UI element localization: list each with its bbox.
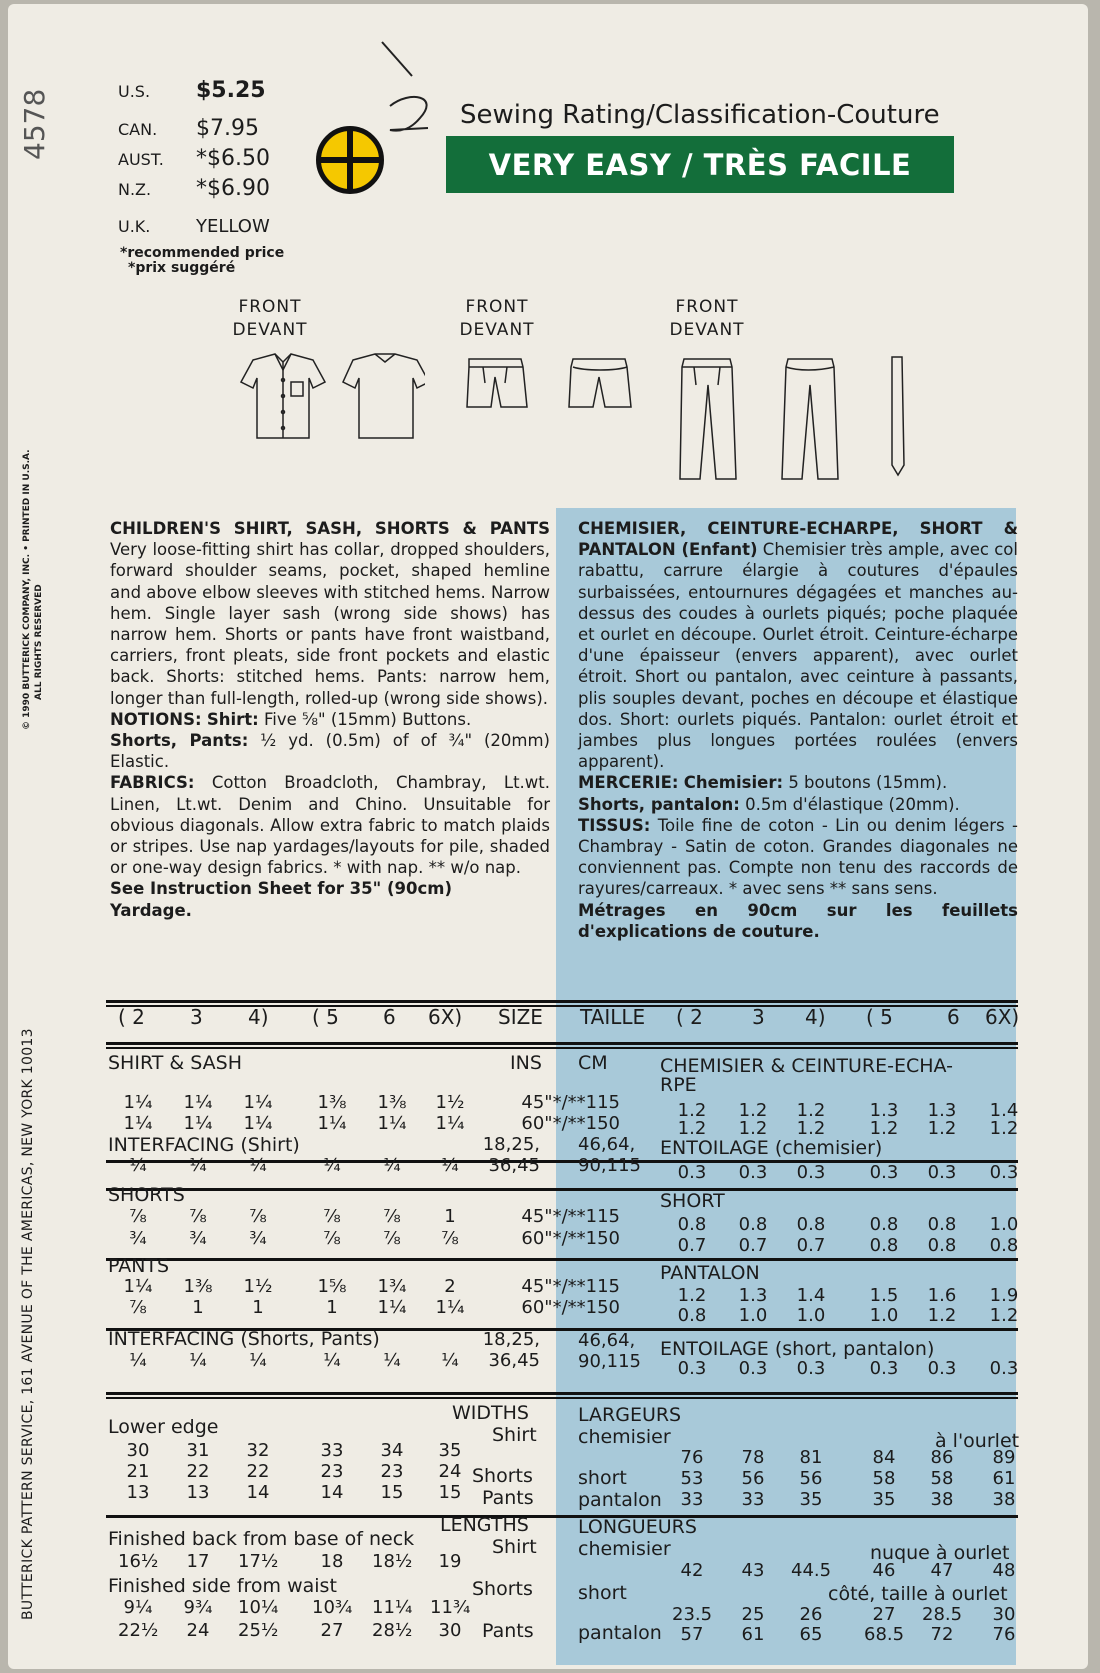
width-pants-ins: 14 xyxy=(246,1482,270,1503)
longueurs-short: short xyxy=(578,1582,627,1604)
shorts-row-width: 45"*/**115 xyxy=(521,1206,620,1227)
width-shorts-cm: 56 xyxy=(799,1468,823,1489)
description-english xyxy=(110,518,550,921)
pants-row-m: 0.8 xyxy=(677,1305,707,1326)
interfacing-shirt-row-ins: ¼ xyxy=(383,1155,401,1176)
interfacing-shirt-label: INTERFACING (Shirt) xyxy=(108,1134,300,1156)
pants-row-ins: 1¼ xyxy=(435,1297,465,1318)
lower-edge-label: Lower edge xyxy=(108,1416,219,1438)
length-pants-cm: 68.5 xyxy=(864,1624,905,1645)
length-shorts-cm: 30 xyxy=(992,1604,1016,1625)
interfacing-width-ins: 18,25, xyxy=(482,1329,540,1350)
size-col: 4) xyxy=(248,1005,269,1029)
shorts-sketches xyxy=(465,355,635,415)
pants-row-ins: 1¼ xyxy=(123,1276,153,1297)
length-shorts-ins: 9¼ xyxy=(123,1597,153,1618)
pants-row-m: 1.2 xyxy=(989,1305,1019,1326)
price-value: $7.95 xyxy=(196,116,259,141)
size-col: ( 5 xyxy=(312,1005,339,1029)
interfacing-shirt-row-ins: ¼ xyxy=(441,1155,459,1176)
width-shorts-ins: 22 xyxy=(186,1461,210,1482)
view-label: FRONT DEVANT xyxy=(669,297,745,340)
shorts-row-ins: ¾ xyxy=(129,1228,147,1249)
fabrics-text: Cotton Broadcloth, Chambray, Lt.wt. Linen, Lt.wt. Denim and Chino. Unsuitable for obvious diagonals. Allow extra fabric to match plaids or stripes. Use nap yardages/layouts for pile, shaded or one-way design fabrics. * with nap. ** w/o nap. xyxy=(110,773,550,878)
size-col: 6 xyxy=(383,1005,396,1029)
width-shirt-ins: 33 xyxy=(320,1440,344,1461)
length-shirt-ins: 18½ xyxy=(372,1551,413,1572)
shorts-row-ins: ⅞ xyxy=(383,1206,401,1227)
interfacing-shirt-row-ins: ¼ xyxy=(189,1155,207,1176)
see-instructions: See Instruction Sheet for 35" (90cm) xyxy=(110,879,452,899)
width-pants-cm: 35 xyxy=(872,1489,896,1510)
shirt-row-m: 1.2 xyxy=(989,1118,1019,1139)
longueurs-label: LONGUEURS xyxy=(578,1516,697,1538)
width-pants-ins: 15 xyxy=(380,1482,404,1503)
length-shorts-ins: 10¼ xyxy=(238,1597,279,1618)
pants-row-ins: 1 xyxy=(326,1297,338,1318)
pants-row-ins: 1¼ xyxy=(377,1297,407,1318)
pants-row-ins: 2 xyxy=(444,1276,456,1297)
widths-shirt-label: Shirt xyxy=(492,1424,537,1446)
shorts-row-ins: ⅞ xyxy=(189,1206,207,1227)
length-shorts-ins: 11¼ xyxy=(372,1597,413,1618)
pants-and-sash-sketches xyxy=(678,355,928,485)
width-pants-ins: 15 xyxy=(438,1482,462,1503)
shirt-sash-fr-label-2: RPE xyxy=(660,1074,697,1096)
widths-shorts-label: Shorts xyxy=(472,1465,533,1487)
publisher-address: BUTTERICK PATTERN SERVICE, 161 AVENUE OF THE AMERICAS, NEW YORK 10013 xyxy=(20,1028,36,1620)
view-label: FRONT DEVANT xyxy=(232,297,308,340)
longueurs-chemisier: chemisier xyxy=(578,1538,671,1560)
shorts-row-m: 0.7 xyxy=(738,1235,768,1256)
width-pants-cm: 33 xyxy=(741,1489,765,1510)
mercerie-shirt-label: Chemisier: xyxy=(683,773,784,793)
nuque-a-ourlet: nuque à ourlet xyxy=(870,1542,1010,1564)
price-country: CAN. xyxy=(118,120,158,139)
shirt-row-m: 1.3 xyxy=(869,1100,899,1121)
view-label: FRONT DEVANT xyxy=(459,297,535,340)
notions-shirt: Five ⅝" (15mm) Buttons. xyxy=(263,709,472,729)
shirt-row-m: 1.2 xyxy=(738,1100,768,1121)
see-instructions-2: Yardage. xyxy=(110,900,192,920)
body-fr: Chemisier très ample, avec col rabattu, carrure élargie à coutures d'épaules surbaissées, entournures dégagées et manches au-dessus des coudes à ourlets piqués; poche plaquée et ourlet en découpe. Ourlet étroit. Ceinture-écharpe d'une épaisseur (envers apparent), avec ourlet étroit. Short ou pantalon, avec ceinture à passants, plis souples devant, poches en découpe et élastique dos. Short: ourlets piqués. Pantalon: ourlet étroit et jambes plus longues portées roulées (envers apparent). xyxy=(578,540,1018,772)
length-pants-ins: 27 xyxy=(320,1620,344,1641)
interfacing-pants-row-m: 0.3 xyxy=(869,1358,899,1379)
interfacing-shirt-row-m: 0.3 xyxy=(738,1162,768,1183)
title-fr: CHEMISIER, CEINTURE-ECHARPE, SHORT & PANTALON (Enfant) xyxy=(578,519,1018,560)
length-pants-ins: 22½ xyxy=(118,1620,159,1641)
taille-col: 3 xyxy=(752,1005,765,1029)
price-value: YELLOW xyxy=(196,216,270,237)
shirt-row-ins: 1¼ xyxy=(243,1113,273,1134)
interfacing-pants-row-m: 0.3 xyxy=(677,1358,707,1379)
width-shorts-ins: 24 xyxy=(438,1461,462,1482)
length-shirt-ins: 17½ xyxy=(238,1551,279,1572)
width-shirt-cm: 89 xyxy=(992,1447,1016,1468)
largeurs-short: short xyxy=(578,1467,627,1489)
shorts-row-m: 0.8 xyxy=(677,1214,707,1235)
shirt-row-ins: 1¼ xyxy=(243,1092,273,1113)
size-col: ( 2 xyxy=(118,1005,145,1029)
shorts-row-m: 0.8 xyxy=(989,1235,1019,1256)
recommended-fr: *prix suggéré xyxy=(128,260,236,276)
width-shirt-cm: 76 xyxy=(680,1447,704,1468)
size-col: 3 xyxy=(190,1005,203,1029)
shirt-sketches xyxy=(225,350,425,450)
shirt-row-m: 1.2 xyxy=(796,1100,826,1121)
interfacing-pants-row-m: 0.3 xyxy=(989,1358,1019,1379)
size-label: SIZE xyxy=(498,1005,543,1029)
shirt-row-m: 1.2 xyxy=(796,1118,826,1139)
shorts-row-ins: ⅞ xyxy=(129,1206,147,1227)
shirt-row-m: 1.2 xyxy=(738,1118,768,1139)
interfacing-pants-row-m: 0.3 xyxy=(796,1358,826,1379)
length-shorts-ins: 11¾ xyxy=(430,1597,471,1618)
shirt-row-m: 1.2 xyxy=(677,1118,707,1139)
short-fr-label: SHORT xyxy=(660,1190,725,1212)
width-shorts-cm: 56 xyxy=(741,1468,765,1489)
metrages-note: Métrages en 90cm sur les feuillets d'explications de couture. xyxy=(578,900,1018,941)
width-pants-cm: 33 xyxy=(680,1489,704,1510)
shirt-row-ins: 1¼ xyxy=(377,1113,407,1134)
interfacing-pants-row-m: 0.3 xyxy=(738,1358,768,1379)
length-shirt-ins: 16½ xyxy=(118,1551,159,1572)
interfacing-width-cm: 46,64, xyxy=(578,1134,636,1155)
interfacing-width-ins: 18,25, xyxy=(482,1134,540,1155)
width-shirt-cm: 86 xyxy=(930,1447,954,1468)
taille-col: 6X) xyxy=(985,1005,1020,1029)
shorts-row-ins: ¾ xyxy=(249,1228,267,1249)
length-shirt-cm: 42 xyxy=(680,1560,704,1581)
width-pants-ins: 13 xyxy=(126,1482,150,1503)
notions-shirt-label: Shirt: xyxy=(206,709,259,729)
interfacing-width-ins: 36,45 xyxy=(488,1350,540,1371)
length-shorts-cm: 26 xyxy=(799,1604,823,1625)
back-from-neck-label: Finished back from base of neck xyxy=(108,1528,415,1550)
length-shorts-cm: 25 xyxy=(741,1604,765,1625)
pants-row-m: 1.2 xyxy=(677,1285,707,1306)
shirt-row-m: 1.2 xyxy=(677,1100,707,1121)
mercerie-pants-label: Shorts, pantalon: xyxy=(578,794,740,814)
shirt-row-ins: 1⅜ xyxy=(377,1092,407,1113)
price-country: U.K. xyxy=(118,217,151,236)
mercerie-pants: 0.5m d'élastique (20mm). xyxy=(745,794,960,814)
width-shirt-ins: 34 xyxy=(380,1440,404,1461)
pants-row-m: 1.2 xyxy=(927,1305,957,1326)
fabrics-label: FABRICS: xyxy=(110,773,195,793)
length-pants-cm: 57 xyxy=(680,1624,704,1645)
price-country: N.Z. xyxy=(118,180,152,199)
width-pants-cm: 38 xyxy=(930,1489,954,1510)
notions-pants-label: Shorts, Pants: xyxy=(110,731,249,751)
length-pants-ins: 28½ xyxy=(372,1620,413,1641)
interfacing-shirt-row-ins: ¼ xyxy=(323,1155,341,1176)
recommended-price-note xyxy=(120,246,284,276)
rule xyxy=(106,1515,1018,1518)
shorts-row-ins: 1 xyxy=(444,1206,456,1227)
notions-label: NOTIONS: xyxy=(110,709,202,729)
shorts-row-m: 0.8 xyxy=(738,1214,768,1235)
largeurs-label: LARGEURS xyxy=(578,1404,682,1426)
taille-col: ( 2 xyxy=(676,1005,703,1029)
pants-row-ins: 1 xyxy=(192,1297,204,1318)
interfacing-shirt-row-m: 0.3 xyxy=(677,1162,707,1183)
cm-label: CM xyxy=(578,1052,608,1074)
length-shirt-cm: 43 xyxy=(741,1560,765,1581)
recommended-en: *recommended price xyxy=(120,245,285,261)
easy-rating-logo-icon xyxy=(316,126,384,194)
shirt-row-ins: 1¼ xyxy=(435,1113,465,1134)
pants-row-m: 1.0 xyxy=(869,1305,899,1326)
interfacing-pants-row-ins: ¼ xyxy=(323,1350,341,1371)
notions-pants: ½ yd. (0.5m) of of ¾" (20mm) Elastic. xyxy=(110,731,550,772)
pantalon-fr-label: PANTALON xyxy=(660,1262,760,1284)
pants-row-ins: 1⅝ xyxy=(317,1276,347,1297)
rule xyxy=(106,1000,1018,1003)
price-country: U.S. xyxy=(118,82,151,101)
pants-row-ins: 1¾ xyxy=(377,1276,407,1297)
shorts-row-ins: ¾ xyxy=(189,1228,207,1249)
width-shorts-ins: 23 xyxy=(320,1461,344,1482)
pants-row-m: 1.0 xyxy=(738,1305,768,1326)
price-value: $5.25 xyxy=(196,78,266,103)
body-en: Very loose-fitting shirt has collar, dropped shoulders, forward shoulder seams, pocket, shaped hemline and above elbow sleeves with stitched hems. Narrow hem. Single layer sash (wrong side shows) has narrow hem. Shorts or pants have front waistband, carriers, front pleats, side front pockets and elastic back. Shorts: stitched hems. Pants: narrow hem, longer than full-length, rolled-up (wrong side shows). xyxy=(110,540,550,708)
rule xyxy=(106,1188,1018,1191)
pants-row-m: 1.5 xyxy=(869,1285,899,1306)
width-shirt-cm: 81 xyxy=(799,1447,823,1468)
width-pants-ins: 13 xyxy=(186,1482,210,1503)
tissus-label: TISSUS: xyxy=(578,815,651,835)
taille-col: 4) xyxy=(805,1005,826,1029)
width-pants-cm: 38 xyxy=(992,1489,1016,1510)
width-shirt-cm: 78 xyxy=(741,1447,765,1468)
width-shorts-cm: 58 xyxy=(872,1468,896,1489)
length-pants-cm: 65 xyxy=(799,1624,823,1645)
lengths-pants-label: Pants xyxy=(482,1620,534,1642)
shirt-row-ins: 1¼ xyxy=(183,1092,213,1113)
width-shirt-ins: 32 xyxy=(246,1440,270,1461)
length-shirt-cm: 48 xyxy=(992,1560,1016,1581)
pants-row-m: 1.6 xyxy=(927,1285,957,1306)
very-easy-banner: VERY EASY / TRÈS FACILE xyxy=(446,136,954,193)
length-pants-cm: 76 xyxy=(992,1624,1016,1645)
width-shirt-ins: 30 xyxy=(126,1440,150,1461)
shirt-row-ins: 1¼ xyxy=(317,1113,347,1134)
price-value: *$6.50 xyxy=(196,146,270,171)
shorts-row-m: 1.0 xyxy=(989,1214,1019,1235)
interfacing-shirt-row-m: 0.3 xyxy=(927,1162,957,1183)
shirt-row-ins: 1⅜ xyxy=(317,1092,347,1113)
interfacing-pants-row-ins: ¼ xyxy=(189,1350,207,1371)
largeurs-chemisier: chemisier xyxy=(578,1426,671,1448)
interfacing-shirt-row-ins: ¼ xyxy=(129,1155,147,1176)
shirt-row-width: 45"*/**115 xyxy=(521,1092,620,1113)
entoilage-label: ENTOILAGE (chemisier) xyxy=(660,1137,883,1159)
side-from-waist-label: Finished side from waist xyxy=(108,1575,337,1597)
longueurs-pantalon: pantalon xyxy=(578,1622,662,1644)
lengths-shorts-label: Shorts xyxy=(472,1578,533,1600)
shirt-row-width: 60"*/**150 xyxy=(521,1113,620,1134)
length-shorts-cm: 28.5 xyxy=(922,1604,963,1625)
pattern-number: 4578 xyxy=(18,88,51,160)
length-shirt-cm: 44.5 xyxy=(791,1560,832,1581)
copyright-line: © 1990 BUTTERICK COMPANY, INC. • PRINTED IN U.S.A. xyxy=(22,449,32,730)
taille-label: TAILLE xyxy=(580,1005,646,1029)
length-shirt-ins: 18 xyxy=(320,1551,344,1572)
length-shorts-ins: 10¾ xyxy=(312,1597,353,1618)
interfacing-pants-label: INTERFACING (Shorts, Pants) xyxy=(108,1328,380,1350)
width-shorts-ins: 22 xyxy=(246,1461,270,1482)
rule xyxy=(106,1258,1018,1261)
interfacing-width-cm: 46,64, xyxy=(578,1330,636,1351)
taille-col: ( 5 xyxy=(866,1005,893,1029)
a-l-ourlet: à l'ourlet xyxy=(935,1430,1020,1452)
pants-row-m: 1.9 xyxy=(989,1285,1019,1306)
length-shirt-cm: 46 xyxy=(872,1560,896,1581)
interfacing-pants-row-m: 0.3 xyxy=(927,1358,957,1379)
shorts-row-m: 0.8 xyxy=(927,1235,957,1256)
shirt-row-m: 1.2 xyxy=(927,1118,957,1139)
interfacing-pants-row-ins: ¼ xyxy=(383,1350,401,1371)
shirt-sash-label: SHIRT & SASH xyxy=(108,1052,243,1074)
rights-line: ALL RIGHTS RESERVED xyxy=(34,584,44,700)
pants-row-width: 60"*/**150 xyxy=(521,1297,620,1318)
size-col: 6X) xyxy=(428,1005,463,1029)
width-shirt-ins: 31 xyxy=(186,1440,210,1461)
shirt-row-ins: 1¼ xyxy=(123,1092,153,1113)
length-shorts-cm: 23.5 xyxy=(672,1604,713,1625)
pants-row-ins: 1½ xyxy=(243,1276,273,1297)
interfacing-pants-row-ins: ¼ xyxy=(129,1350,147,1371)
interfacing-shirt-row-m: 0.3 xyxy=(796,1162,826,1183)
length-shirt-ins: 19 xyxy=(438,1551,462,1572)
shirt-row-ins: 1¼ xyxy=(183,1113,213,1134)
pants-row-ins: 1 xyxy=(252,1297,264,1318)
width-shorts-ins: 21 xyxy=(126,1461,150,1482)
width-shirt-cm: 84 xyxy=(872,1447,896,1468)
widths-pants-label: Pants xyxy=(482,1487,534,1509)
ins-label: INS xyxy=(510,1052,542,1074)
mercerie-shirt: 5 boutons (15mm). xyxy=(788,773,948,793)
shirt-row-m: 1.2 xyxy=(869,1118,899,1139)
shirt-row-ins: 1½ xyxy=(435,1092,465,1113)
shorts-row-ins: ⅞ xyxy=(249,1206,267,1227)
pants-row-ins: ⅞ xyxy=(129,1297,147,1318)
largeurs-pantalon: pantalon xyxy=(578,1489,662,1511)
shorts-row-m: 0.7 xyxy=(796,1235,826,1256)
entoilage-pants-label: ENTOILAGE (short, pantalon) xyxy=(660,1338,935,1360)
cote-taille-a-ourlet: côté, taille à ourlet xyxy=(828,1583,1008,1605)
price-value: *$6.90 xyxy=(196,176,270,201)
title-en: CHILDREN'S SHIRT, SASH, SHORTS & PANTS xyxy=(110,519,550,538)
shorts-row-width: 60"*/**150 xyxy=(521,1228,620,1249)
length-shorts-ins: 9¾ xyxy=(183,1597,213,1618)
shorts-label: SHORTS xyxy=(108,1184,185,1206)
shirt-row-m: 1.3 xyxy=(927,1100,957,1121)
rule xyxy=(106,1392,1018,1395)
pants-row-m: 1.3 xyxy=(738,1285,768,1306)
sewing-rating-label: Sewing Rating/Classification-Couture xyxy=(460,100,940,130)
rule xyxy=(106,1047,1018,1049)
interfacing-width-cm: 90,115 xyxy=(578,1155,641,1176)
width-shorts-cm: 61 xyxy=(992,1468,1016,1489)
shirt-row-ins: 1¼ xyxy=(123,1113,153,1134)
shorts-row-m: 0.8 xyxy=(869,1235,899,1256)
interfacing-pants-row-ins: ¼ xyxy=(249,1350,267,1371)
length-shirt-ins: 17 xyxy=(186,1551,210,1572)
pants-label: PANTS xyxy=(108,1255,170,1277)
description-french xyxy=(578,518,1018,942)
widths-label: WIDTHS xyxy=(452,1402,529,1424)
shorts-row-m: 0.7 xyxy=(677,1235,707,1256)
shorts-row-ins: ⅞ xyxy=(441,1228,459,1249)
shorts-row-m: 0.8 xyxy=(869,1214,899,1235)
taille-col: 6 xyxy=(947,1005,960,1029)
width-shorts-ins: 23 xyxy=(380,1461,404,1482)
shirt-sash-fr-label: CHEMISIER & CEINTURE-ECHA- xyxy=(660,1055,953,1077)
pants-row-width: 45"*/**115 xyxy=(521,1276,620,1297)
shorts-row-ins: ⅞ xyxy=(383,1228,401,1249)
width-shorts-cm: 53 xyxy=(680,1468,704,1489)
tissus-text: Toile fine de coton - Lin ou denim légers - Chambray - Satin de coton. Grandes diagonales ne conviennent pas. Compte non tenu des raccords de rayures/carreaux. * avec sens ** sans sens. xyxy=(578,815,1018,899)
price-country: AUST. xyxy=(118,150,164,169)
pants-row-m: 1.4 xyxy=(796,1285,826,1306)
mercerie-label: MERCERIE: xyxy=(578,773,679,793)
length-pants-cm: 61 xyxy=(741,1624,765,1645)
interfacing-shirt-row-m: 0.3 xyxy=(869,1162,899,1183)
interfacing-pants-row-ins: ¼ xyxy=(441,1350,459,1371)
shorts-row-ins: ⅞ xyxy=(323,1228,341,1249)
rule xyxy=(106,1397,1018,1399)
interfacing-shirt-row-m: 0.3 xyxy=(989,1162,1019,1183)
length-pants-cm: 72 xyxy=(930,1624,954,1645)
width-pants-cm: 35 xyxy=(799,1489,823,1510)
shorts-row-m: 0.8 xyxy=(796,1214,826,1235)
length-pants-ins: 24 xyxy=(186,1620,210,1641)
shirt-row-m: 1.4 xyxy=(989,1100,1019,1121)
shorts-row-m: 0.8 xyxy=(927,1214,957,1235)
interfacing-shirt-row-ins: ¼ xyxy=(249,1155,267,1176)
interfacing-width-cm: 90,115 xyxy=(578,1351,641,1372)
length-pants-ins: 25½ xyxy=(238,1620,279,1641)
length-pants-ins: 30 xyxy=(438,1620,462,1641)
width-pants-ins: 14 xyxy=(320,1482,344,1503)
length-shirt-cm: 47 xyxy=(930,1560,954,1581)
shorts-row-ins: ⅞ xyxy=(323,1206,341,1227)
pants-row-ins: 1⅜ xyxy=(183,1276,213,1297)
width-shirt-ins: 35 xyxy=(438,1440,462,1461)
lengths-label: LENGTHS xyxy=(440,1514,529,1536)
rule xyxy=(106,1042,1018,1045)
pants-row-m: 1.0 xyxy=(796,1305,826,1326)
interfacing-width-ins: 36,45 xyxy=(488,1155,540,1176)
handwritten-mark xyxy=(380,40,460,140)
width-shorts-cm: 58 xyxy=(930,1468,954,1489)
length-shorts-cm: 27 xyxy=(872,1604,896,1625)
lengths-shirt-label: Shirt xyxy=(492,1536,537,1558)
